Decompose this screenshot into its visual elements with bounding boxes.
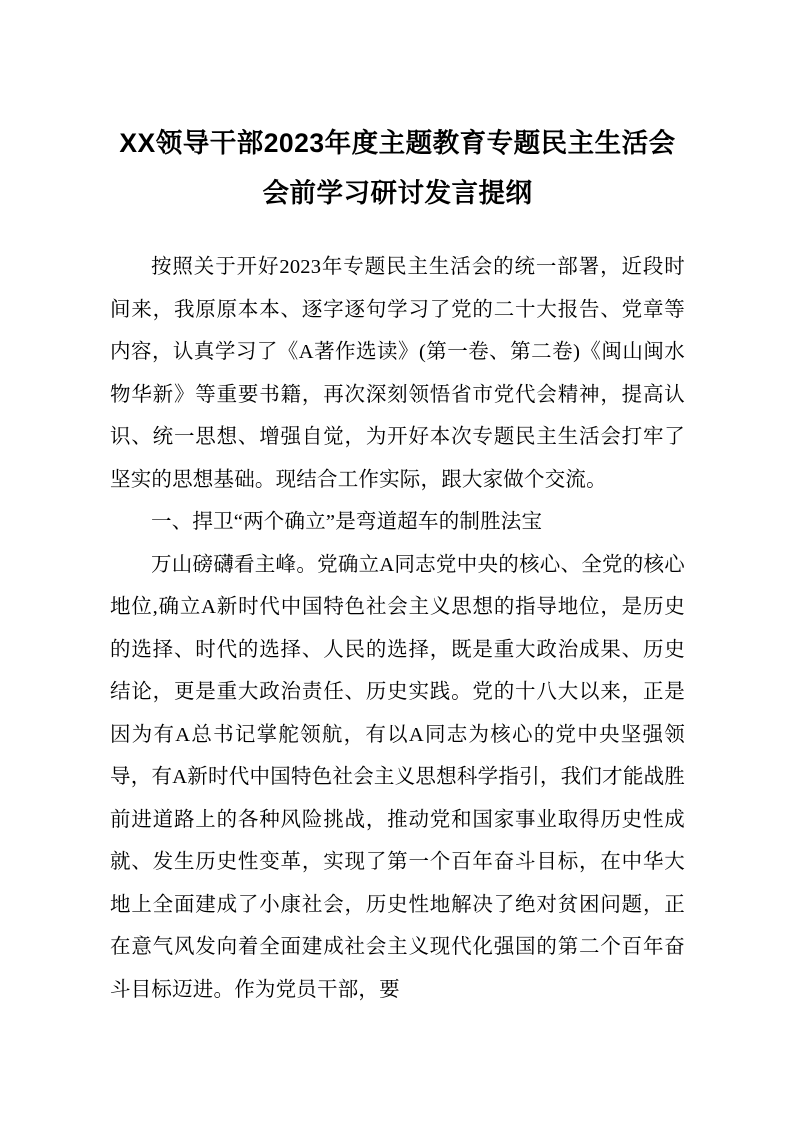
paragraph-intro: 按照关于开好2023年专题民主生活会的统一部署，近段时间来，我原原本本、逐字逐句学习了党的二十大报告、党章等内容，认真学习了《A著作选读》(第一卷、第二卷)《闽山闽水物华新》等重要书籍，再次深刻领悟省市党代会精神，提高认识、统一思想、增强自觉，为开好本次专题民主生活会打牢了坚实的思想基础。现结合工作实际，跟大家做个交流。 <box>110 256 685 491</box>
page-title: XX领导干部2023年度主题教育专题民主生活会会前学习研讨发言提纲 <box>119 128 676 208</box>
paragraph-section-one-body: 万山磅礴看主峰。党确立A同志党中央的核心、全党的核心地位,确立A新时代中国特色社会主义思想的指导地位，是历史的选择、时代的选择、人民的选择，既是重大政治成果、历史结论，更是重大政治责任、历史实践。党的十八大以来，正是因为有A总书记掌舵领航，有以A同志为核心的党中央坚强领导，有A新时代中国特色社会主义思想科学指引，我们才能战胜前进道路上的各种风险挑战，推动党和国家事业取得历史性成就、发生历史性变革，实现了第一个百年奋斗目标，在中华大地上全面建成了小康社会，历史性地解决了绝对贫困问题，正在意气风发向着全面建成社会主义现代化强国的第二个百年奋斗目标迈进。作为党员干部，要 <box>110 553 685 1001</box>
document-body <box>110 246 685 1011</box>
section-heading-one: 一、捍卫“两个确立”是弯道超车的制胜法宝 <box>151 511 543 533</box>
